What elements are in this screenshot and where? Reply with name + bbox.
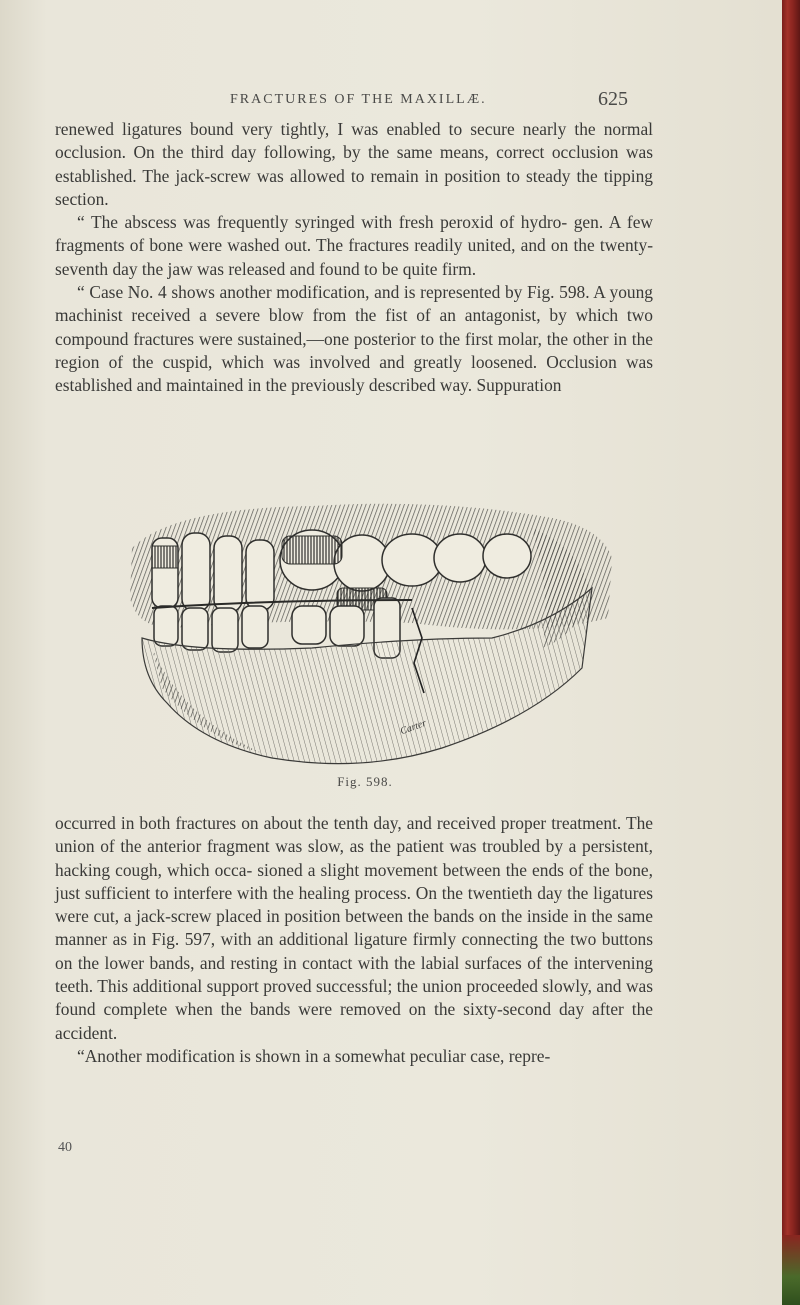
paragraph: “ The abscess was frequently syringed with fresh peroxid of hydro- gen. A few fragments of bone were washed out. The fractures readily united, and on the twenty-seventh day the jaw was released and found to be quite firm.: [55, 212, 653, 279]
page-edge-binding: [782, 0, 800, 1305]
paragraph: “ Case No. 4 shows another modification, and is represented by Fig. 598. A young machinist received a severe blow from the fist of an antagonist, by which two compound fractures were sustained,—one posterior to the first molar, the other in the region of the cuspid, which was involved and greatly loosened. Occlusion was established and maintained in the previously described way. Suppuration: [55, 282, 653, 396]
text-block-bottom: [55, 812, 653, 1068]
engraver-signature: Carter: [398, 717, 428, 738]
paragraph: renewed ligatures bound very tightly, I was enabled to secure nearly the normal occlusion. On the third day following, by the same means, correct occlusion was established. The jack-screw was allowed to remain in position to steady the tipping section.: [55, 119, 653, 209]
paragraph: occurred in both fractures on about the tenth day, and received proper treatment. The union of the anterior fragment was slow, as the patient was troubled by a persistent, hacking cough, which occa- sioned a slight movement between the ends of the bone, just sufficient to interfere with the healing process. On the twentieth day the ligatures were cut, a jack-screw placed in position between the bands on the inside in the same manner as in Fig. 597, with an additional ligature firmly connecting the two buttons on the lower bands, and resting in contact with the labial surfaces of the intervening teeth. This additional support proved successful; the union proceeded slowly, and was found complete when the bands were removed on the sixty-second day after the accident.: [55, 813, 653, 1043]
text-block-top: [55, 118, 653, 398]
jaw-engraving-icon: [112, 488, 616, 778]
signature-mark: 40: [58, 1140, 72, 1155]
page-number: 625: [598, 88, 628, 110]
paragraph: “Another modification is shown in a somewhat peculiar case, repre-: [77, 1045, 551, 1066]
page-edge-bottom: [782, 1235, 800, 1305]
running-head: [0, 88, 782, 112]
running-title: FRACTURES OF THE MAXILLÆ.: [230, 92, 487, 107]
jaw-engraving-figure: [112, 488, 616, 778]
figure-caption: Fig. 598.: [337, 774, 393, 789]
